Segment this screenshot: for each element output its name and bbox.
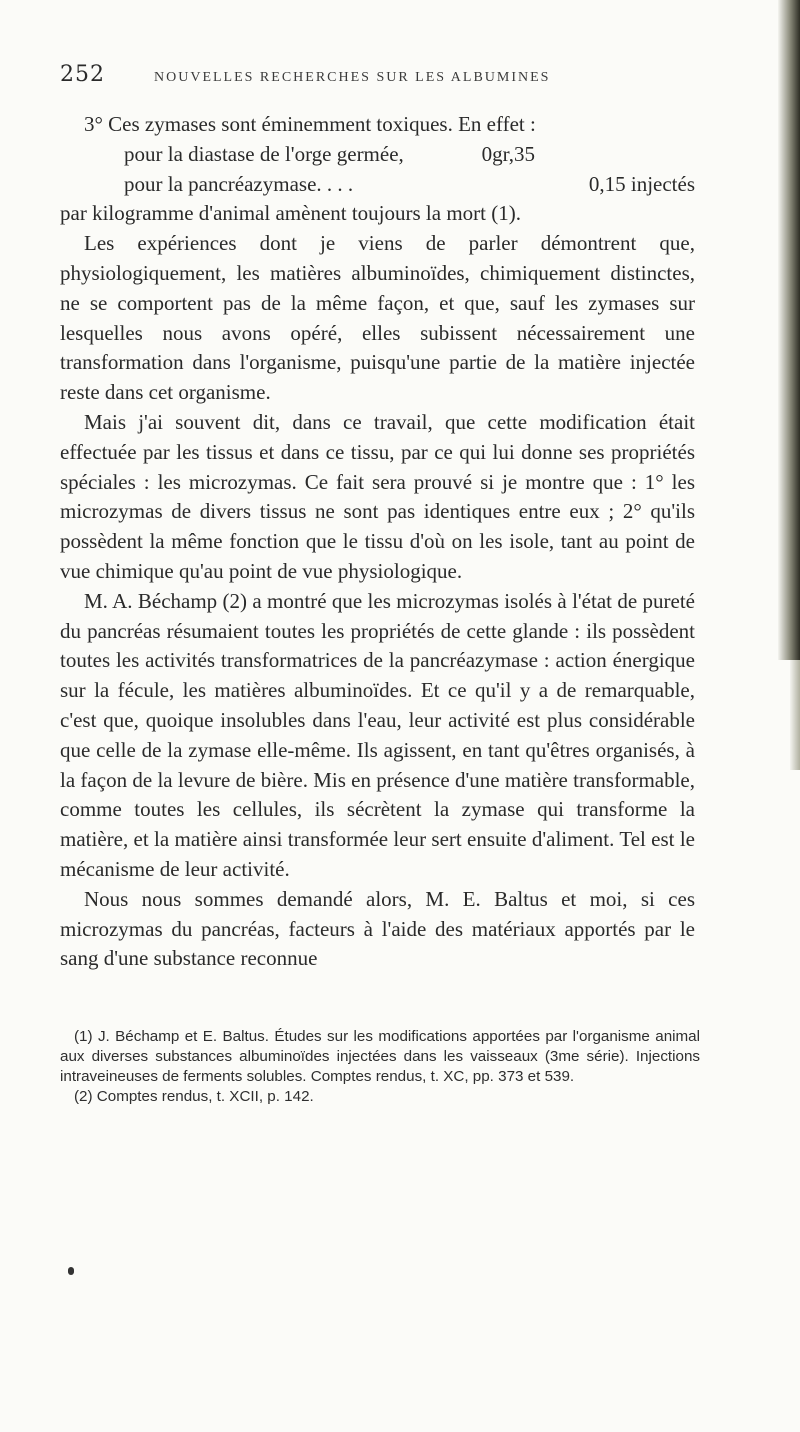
paragraph: Nous nous sommes demandé alors, M. E. Baltus et moi, si ces microzymas du pancréas, facteurs à l'aide des matériaux apportés par le sang d'une substance reconnue [60, 886, 695, 971]
item-row-diastase [124, 140, 695, 170]
paragraph: Mais j'ai souvent dit, dans ce travail, que cette modification était effectuée par les tissus et dans ce tissu, par ce qui lui donne ses propriétés spéciales : les microzymas. Ce fait sera prouvé si je montre que : 1° les microzymas de divers tissus ne sont pas identiques entre eux ; 2° qu'ils possèdent la même fonction que le tissu d'où on les isole, tant au point de vue chimique qu'au point de vue physiologique. [60, 409, 695, 583]
ink-speck [68, 1267, 74, 1275]
footnotes [60, 1027, 700, 1107]
page-number: 252 [60, 62, 105, 87]
item-tail: par kilogramme d'animal amènent toujours la mort (1). [60, 201, 521, 226]
paragraph: M. A. Béchamp (2) a montré que les microzymas isolés à l'état de pureté du pancréas résumaient toutes les propriétés de cette glande : ils possèdent toutes les activités transformatrices de la pancréazymase : action énergique sur la fécule, les matières albuminoïdes. Et ce qu'il y a de remarquable, c'est que, quoique insolubles dans l'eau, leur activité est plus considérable que celle de la zymase elle-même. Ils agissent, en tant qu'êtres organisés, à la façon de la levure de bière. Mis en présence d'une matière transformable, comme toutes les cellules, ils sécrètent la zymase qui transforme la matière, et la matière ainsi transformée leur sert ensuite d'aliment. Tel est le mécanisme de leur activité. [60, 588, 695, 881]
footnote-2: (2) Comptes rendus, t. XCII, p. 142. [74, 1088, 314, 1105]
item-row-amount: 0,15 injectés [588, 171, 695, 196]
footnote-1: (1) J. Béchamp et E. Baltus. Études sur les modifications apportées par l'organisme animal aux diverses substances albuminoïdes injectées dans les vaisseaux (3me série). Injections intraveineuses de ferments solubles. Comptes rendus, t. XC, pp. 373 et 539. [60, 1028, 700, 1085]
paragraph: Les expériences dont je viens de parler démontrent que, physiologiquement, les matières albuminoïdes, chimiquement distinctes, ne se comportent pas de la même façon, et que, sauf les zymases sur lesquelles nous avons opéré, elles subissent nécessairement une transformation dans l'organisme, puisqu'une partie de la matière injectée reste dans cet organisme. [60, 231, 695, 405]
item-row-label: pour la pancréazymase. . . . [124, 171, 354, 196]
page-edge-shadow-lower [790, 660, 800, 770]
item-row-label: pour la diastase de l'orge germée, [124, 141, 404, 166]
page-header [60, 62, 660, 92]
page-edge-shadow [778, 0, 800, 660]
item-row-pancreazymase [124, 170, 695, 200]
item-row-amount: 0gr,35 [481, 141, 535, 166]
numbered-item-3 [60, 110, 695, 229]
body-text [60, 110, 695, 974]
item-intro: 3° Ces zymases sont éminemment toxiques. En effet : [84, 112, 536, 136]
running-head: NOUVELLES RECHERCHES SUR LES ALBUMINES [154, 70, 551, 85]
item-values [60, 140, 695, 200]
